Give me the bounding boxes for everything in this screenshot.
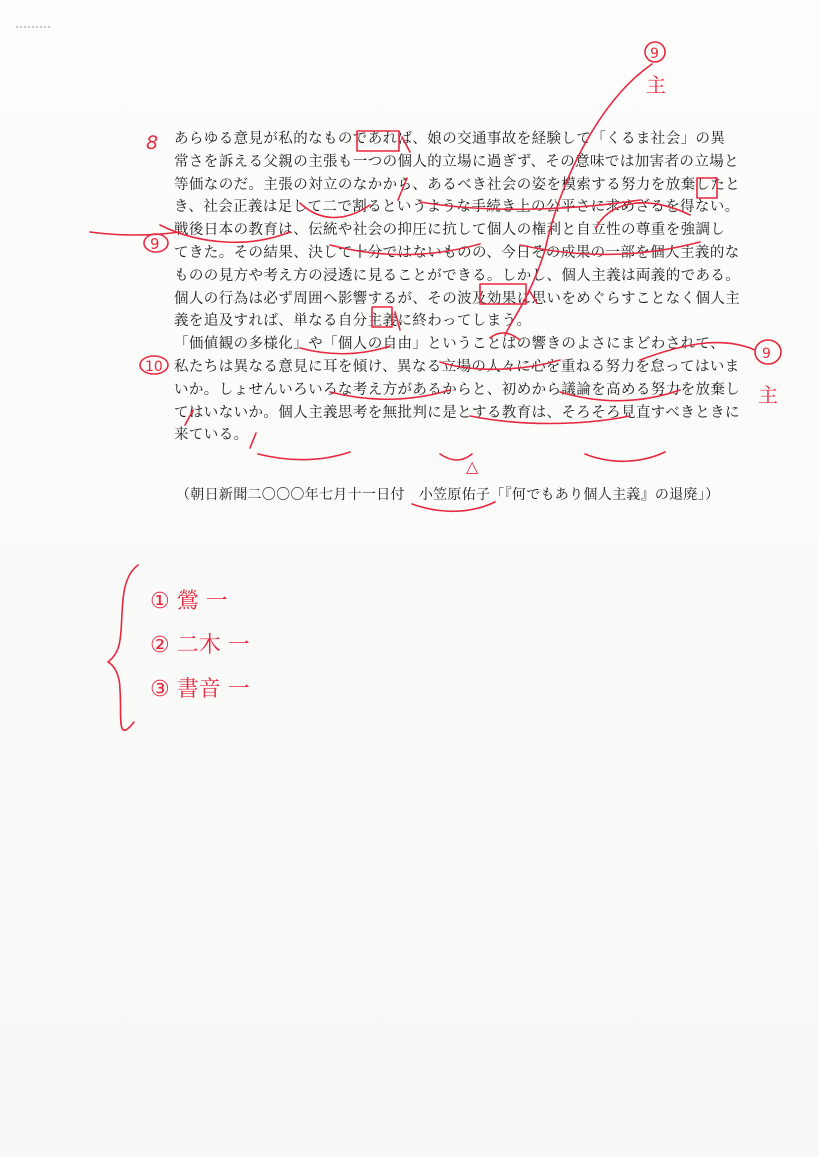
- source-author: 小笠原佑子「『何でもあり個人主義』の退廃」）: [418, 487, 720, 503]
- para-9-line-4: 個人の行為は必ず周囲へ影響するが、その波及効果に思いをめぐらすことなく個人主: [174, 290, 741, 307]
- para-number-8: 8: [146, 132, 159, 154]
- handwritten-notes: [150, 580, 250, 712]
- para-10-line-3: いか。しょせんいろいろな考え方があるからと、初めから議論を高める努力を放棄し: [174, 381, 741, 398]
- para-8-line-4: き、社会正義は足して二で割るというような手続き上の公平さに求めざるを得ない。: [174, 199, 740, 216]
- source-citation: [176, 484, 719, 504]
- para-10-line-2: 私たちは異なる意見に耳を傾け、異なる立場の人々に心を重ねる努力を怠ってはいま: [174, 358, 740, 375]
- para-10-line-5: 来ている。: [174, 427, 249, 444]
- triangle-mark: △: [466, 457, 479, 476]
- source-publication: （朝日新聞二〇〇〇年七月十一日付: [176, 487, 405, 503]
- circled-nine-right-label: 9: [762, 346, 771, 362]
- para-number-9: 9: [150, 235, 160, 253]
- note-2: ② 二木 一: [150, 633, 250, 658]
- scan-artifact: [16, 26, 50, 30]
- para-9-line-3: ものの見方や考え方の浸透に見ることができる。しかし、個人主義は両義的である。: [174, 267, 741, 284]
- underline-kyouiku: [440, 454, 472, 460]
- label-right-main: 主: [758, 383, 778, 407]
- underline-minaosu: [585, 452, 665, 461]
- para-9-line-1: 戦後日本の教育は、伝統や社会の抑圧に抗して個人の権利と自立性の尊重を強調し: [174, 222, 726, 239]
- para-8-line-3: 等価なのだ。主張の対立のなかから、あるべき社会の姿を模索する努力を放棄したと: [174, 176, 741, 193]
- para-9-line-2: てきた。その結果、決して十分ではないものの、今日その成果の一部を個人主義的な: [174, 244, 740, 261]
- curly-brace: [108, 565, 138, 730]
- circled-nine-right: [755, 340, 781, 364]
- para-10-line-1: 「価値観の多様化」や「個人の自由」ということばの響きのよさにまどわされて、: [174, 336, 726, 353]
- underline-kojin-shikou: [258, 452, 350, 460]
- para-number-10: 10: [145, 359, 163, 375]
- label-top-main: 主: [646, 73, 666, 97]
- circled-nine-top-label: 9: [650, 46, 659, 62]
- note-1: ① 鶯 一: [150, 589, 228, 614]
- para-10-line-4: てはいないか。個人主義思考を無批判に是とする教育は、そろそろ見直すべきときに: [174, 404, 740, 421]
- circled-nine-top: [645, 42, 665, 62]
- para-9-line-5: 義を追及すれば、単なる自分主義に終わってしまう。: [174, 313, 532, 330]
- note-3: ③ 書音 一: [150, 677, 250, 702]
- essay-body: [138, 128, 741, 447]
- para-8-line-1: あらゆる意見が私的なものであれば、娘の交通事故を経験して「くるま社会」の異: [174, 131, 726, 147]
- para-8-line-2: 常さを訴える父親の主張も一つの個人的立場に過ぎず、その意味では加害者の立場と: [174, 153, 740, 170]
